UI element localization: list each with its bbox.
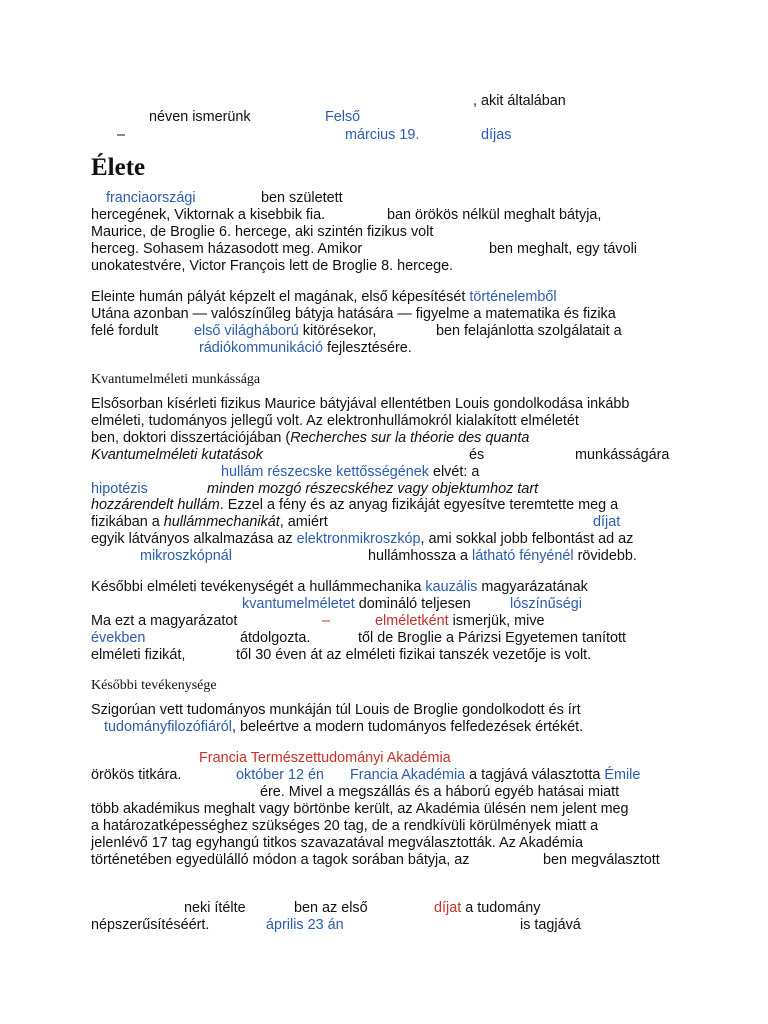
- paragraph-text: Utána azonban — valószínűleg bátyja hatására — figyelme a matematika és fizika: [91, 306, 616, 322]
- paragraph-text: elméleti, tudományos jellegű volt. Az elektronhullámokról kialakított elméletét: [91, 413, 579, 429]
- link-felso[interactable]: Felső: [325, 109, 361, 125]
- paragraph-text: a határozatképességhez szükséges 20 tag, de a rendkívüli körülmények miatt a: [91, 818, 599, 834]
- missing-link-akademia[interactable]: Francia Természettudományi Akadémia: [199, 750, 451, 766]
- link-hipotezis[interactable]: hipotézis: [91, 481, 148, 497]
- paragraph-text: neki ítélte: [184, 900, 246, 916]
- paragraph-text: elméletként ismerjük, mive: [375, 613, 545, 629]
- paragraph-text: Elsősorban kísérleti fizikus Maurice bátyjával ellentétben Louis gondolkodása inkább: [91, 396, 630, 412]
- paragraph-text: átdolgozta.: [240, 630, 311, 646]
- paragraph-text: és: [469, 447, 485, 463]
- missing-link-elmelet[interactable]: elméletként: [375, 613, 449, 629]
- paragraph-text: Kvantumelméleti kutatások: [91, 447, 263, 463]
- intro-text: néven ismerünk: [149, 109, 251, 125]
- link-date[interactable]: március 19.: [345, 127, 420, 143]
- link-kauzalis[interactable]: kauzális: [425, 579, 478, 595]
- link-prize[interactable]: díjas: [481, 127, 512, 143]
- link-tortenelem[interactable]: történelemből: [469, 289, 557, 305]
- intro-text: , akit általában: [473, 93, 566, 109]
- section-heading-kvantum: Kvantumelméleti munkássága: [91, 372, 261, 387]
- link-evekben[interactable]: években: [91, 630, 146, 646]
- link-elso-vilaghaboru[interactable]: első világháború: [194, 323, 299, 339]
- paragraph-text: től 30 éven át az elméleti fizikai tanszék vezetője is volt.: [236, 647, 592, 663]
- paragraph-text: kvantumelméletet domináló teljesen: [242, 596, 471, 612]
- link-franciaorszagi[interactable]: franciaországi: [106, 190, 196, 206]
- paragraph-text: ben felajánlotta szolgálatait a: [436, 323, 622, 339]
- link-francia-akademia[interactable]: Francia Akadémia: [350, 767, 466, 783]
- paragraph-text: több akadémikus meghalt vagy börtönbe került, az Akadémia ülésén nem jelent meg: [91, 801, 629, 817]
- paragraph-text: tudományfilozófiáról, beleértve a modern tudományos felfedezések értékét.: [104, 719, 584, 735]
- paragraph-text: Eleinte humán pályát képzelt el magának, első képesítését történelemből: [91, 289, 557, 305]
- paragraph-text: elméleti fizikát,: [91, 647, 186, 663]
- missing-link-dash[interactable]: –: [322, 613, 331, 629]
- paragraph-text: első világháború kitörésekor,: [194, 323, 377, 339]
- paragraph-text: hozzárendelt hullám. Ezzel a fény és az anyag fizikáját egyesítve teremtette meg a: [91, 497, 619, 513]
- paragraph-text: jelenlévő 17 tag egyhangú titkos szavazatával megválasztották. Az Akadémia: [91, 835, 583, 851]
- link-hullam-reszecske[interactable]: hullám részecske kettősségének: [221, 464, 429, 480]
- paragraph-text: örökös titkára.: [91, 767, 182, 783]
- paragraph-text: minden mozgó részecskéhez vagy objektumhoz tart: [207, 481, 539, 497]
- intro-dash: –: [117, 127, 126, 143]
- paragraph-text: népszerűsítéséért.: [91, 917, 210, 933]
- link-tudomanyfilozofia[interactable]: tudományfilozófiáról: [104, 719, 232, 735]
- paragraph-text: től de Broglie a Párizsi Egyetemen tanított: [358, 630, 626, 646]
- paragraph-text: rádiókommunikáció fejlesztésére.: [199, 340, 412, 356]
- link-valoszinusegi[interactable]: lószínűségi: [510, 596, 582, 612]
- paragraph-text: herceg. Sohasem házasodott meg. Amikor: [91, 241, 363, 257]
- paragraph-text: ban örökös nélkül meghalt bátyja,: [387, 207, 602, 223]
- paragraph-text: ben az első: [294, 900, 368, 916]
- missing-link-dijat[interactable]: díjat: [434, 900, 462, 916]
- paragraph-text: unokatestvére, Victor François lett de Broglie 8. hercege.: [91, 258, 454, 274]
- paragraph-text: Szigorúan vett tudományos munkáján túl Louis de Broglie gondolkodott és írt: [91, 702, 581, 718]
- section-heading-elete: Élete: [91, 154, 146, 181]
- paragraph-text: hullámhossza a látható fényénél rövidebb.: [368, 548, 637, 564]
- paragraph-text: fizikában a hullámmechanikát, amiért: [91, 514, 328, 530]
- link-elektronmikroszkop[interactable]: elektronmikroszkóp: [296, 531, 421, 547]
- section-heading-kesobbi: Későbbi tevékenysége: [91, 678, 217, 693]
- link-aprilis[interactable]: április 23 án: [266, 917, 344, 933]
- paragraph-text: is tagjává: [520, 917, 581, 933]
- paragraph-text: felé fordult: [91, 323, 159, 339]
- paragraph-text: ben, doktori disszertációjában (Recherches sur la théorie des quanta: [91, 430, 530, 446]
- paragraph-text: ben megválasztott: [543, 852, 660, 868]
- paragraph-text: történetében egyedülálló módon a tagok sorában bátyja, az: [91, 852, 470, 868]
- paragraph-text: díjat a tudomány: [434, 900, 541, 916]
- paragraph-text: ben meghalt, egy távoli: [489, 241, 637, 257]
- paragraph-text: Francia Akadémia a tagjává választotta Émile: [350, 767, 641, 783]
- paragraph-text: ére. Mivel a megszállás és a háború egyéb hatásai miatt: [260, 784, 620, 800]
- link-mikroszkop[interactable]: mikroszkópnál: [140, 548, 232, 564]
- paragraph-text: Későbbi elméleti tevékenységét a hullámmechanika kauzális magyarázatának: [91, 579, 588, 595]
- link-emile[interactable]: Émile: [604, 767, 641, 783]
- paragraph-text: hullám részecske kettősségének elvét: a: [221, 464, 480, 480]
- link-lathato-feny[interactable]: látható fényénél: [472, 548, 574, 564]
- paragraph-text: Maurice, de Broglie 6. hercege, aki szintén fizikus volt: [91, 224, 434, 240]
- paragraph-text: Ma ezt a magyarázatot: [91, 613, 238, 629]
- paragraph-text: munkásságára: [575, 447, 670, 463]
- link-oktober[interactable]: október 12 én: [236, 767, 325, 783]
- link-kvantumelmelet[interactable]: kvantumelméletet: [242, 596, 355, 612]
- paragraph-text: hercegének, Viktornak a kisebbik fia.: [91, 207, 326, 223]
- link-radiokommunikacio[interactable]: rádiókommunikáció: [199, 340, 323, 356]
- paragraph-text: egyik látványos alkalmazása az elektronmikroszkóp, ami sokkal jobb felbontást ad az: [91, 531, 634, 547]
- paragraph-text: ben született: [261, 190, 343, 206]
- link-dijat[interactable]: díjat: [593, 514, 621, 530]
